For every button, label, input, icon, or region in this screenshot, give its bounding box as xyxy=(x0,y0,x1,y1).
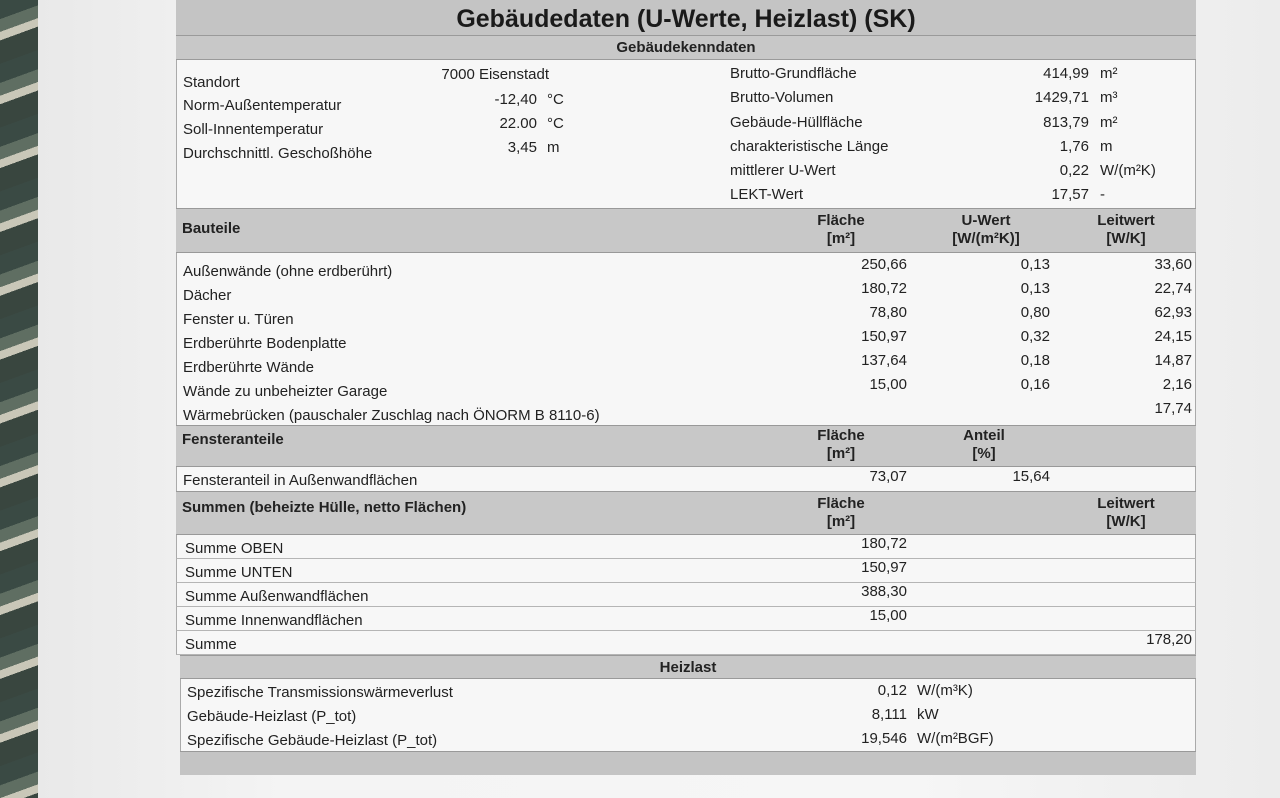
building-data-table xyxy=(176,0,1196,776)
row-leitwert: 14,87 xyxy=(1154,352,1192,369)
col-uwert: U-Wert [W/(m²K)] xyxy=(952,212,1020,247)
info-value: 813,79 xyxy=(1043,114,1089,131)
row-flaeche: 250,66 xyxy=(861,256,907,273)
row-flaeche: 150,97 xyxy=(861,328,907,345)
row-name: Wärmebrücken (pauschaler Zuschlag nach ÖNORM B 8110-6) xyxy=(183,407,600,424)
row-leitwert: 178,20 xyxy=(1146,631,1192,648)
row-name: Summe Außenwandflächen xyxy=(185,588,369,605)
row-anteil: 15,64 xyxy=(1012,468,1050,485)
row-name: Erdberührte Bodenplatte xyxy=(183,335,347,352)
row-name: Summe UNTEN xyxy=(185,564,293,581)
info-value: 1,76 xyxy=(1059,138,1089,155)
row-value: 8,111 xyxy=(871,706,907,723)
page-title: Gebäudedaten (U-Werte, Heizlast) (SK) xyxy=(176,0,1196,36)
row-leitwert: 33,60 xyxy=(1154,256,1192,273)
info-label: Brutto-Grundfläche xyxy=(730,65,857,82)
row-name: Fensteranteil in Außenwandflächen xyxy=(183,472,418,489)
table-row xyxy=(181,705,1195,729)
row-name: Summe Innenwandflächen xyxy=(185,612,363,629)
row-uwert: 0,18 xyxy=(1020,352,1050,369)
row-uwert: 0,16 xyxy=(1020,376,1050,393)
col-leitwert: Leitwert [W/K] xyxy=(1097,212,1155,247)
table-row xyxy=(176,607,1196,631)
info-unit: m xyxy=(547,139,560,156)
row-unit: W/(m²BGF) xyxy=(917,730,994,747)
row-flaeche: 78,80 xyxy=(869,304,907,321)
info-unit: m³ xyxy=(1100,89,1118,106)
summen-heading: Summen (beheizte Hülle, netto Flächen) xyxy=(182,499,467,516)
row-name: Spezifische Gebäude-Heizlast (P_tot) xyxy=(187,732,438,749)
row-flaeche: 15,00 xyxy=(869,607,907,624)
row-uwert: 0,32 xyxy=(1020,328,1050,345)
row-leitwert: 17,74 xyxy=(1154,400,1192,417)
info-value: 1429,71 xyxy=(1034,89,1089,106)
col-flaeche: Fläche [m²] xyxy=(817,427,865,462)
heizlast-heading: Heizlast xyxy=(180,655,1196,679)
kenndaten-block xyxy=(176,60,1196,208)
fensteranteile-heading: Fensteranteile xyxy=(182,431,284,448)
row-flaeche: 15,00 xyxy=(869,376,907,393)
row-value: 0,12 xyxy=(877,682,907,699)
info-unit: °C xyxy=(547,91,564,108)
row-name: Summe OBEN xyxy=(185,540,284,557)
row-name: Gebäude-Heizlast (P_tot) xyxy=(187,708,357,725)
row-leitwert: 22,74 xyxy=(1154,280,1192,297)
row-flaeche: 137,64 xyxy=(861,352,907,369)
row-flaeche: 180,72 xyxy=(861,280,907,297)
info-unit: m xyxy=(1100,138,1113,155)
table-row xyxy=(181,681,1195,705)
info-label: LEKT-Wert xyxy=(730,186,804,203)
row-uwert: 0,13 xyxy=(1020,256,1050,273)
row-flaeche: 388,30 xyxy=(861,583,907,600)
table-row xyxy=(176,631,1196,655)
table-row xyxy=(176,467,1196,491)
table-footer xyxy=(180,751,1196,775)
row-name: Summe xyxy=(185,636,237,653)
info-unit: m² xyxy=(1100,65,1118,82)
row-name: Wände zu unbeheizter Garage xyxy=(183,383,388,400)
info-label: charakteristische Länge xyxy=(730,138,889,155)
table-row xyxy=(176,583,1196,607)
info-unit: °C xyxy=(547,115,564,132)
row-name: Erdberührte Wände xyxy=(183,359,314,376)
row-leitwert: 24,15 xyxy=(1154,328,1192,345)
row-name: Fenster u. Türen xyxy=(183,311,294,328)
bauteile-heading: Bauteile xyxy=(182,220,241,237)
row-name: Außenwände (ohne erdberührt) xyxy=(183,263,393,280)
table-row xyxy=(181,729,1195,753)
info-unit: m² xyxy=(1100,114,1118,131)
col-anteil: Anteil [%] xyxy=(963,427,1005,462)
info-value: 3,45 xyxy=(507,139,537,156)
row-uwert: 0,13 xyxy=(1020,280,1050,297)
row-leitwert: 62,93 xyxy=(1154,304,1192,321)
info-label: Gebäude-Hüllfläche xyxy=(730,114,863,131)
info-value: 22.00 xyxy=(499,115,537,132)
info-label: Durchschnittl. Geschoßhöhe xyxy=(183,145,373,162)
info-label: Norm-Außentemperatur xyxy=(183,97,342,114)
row-flaeche: 73,07 xyxy=(869,468,907,485)
row-name: Dächer xyxy=(183,287,232,304)
info-unit: W/(m²K) xyxy=(1100,162,1156,179)
row-unit: kW xyxy=(917,706,939,723)
table-row xyxy=(177,401,1195,425)
info-label: Standort xyxy=(183,74,240,91)
info-value: 414,99 xyxy=(1043,65,1089,82)
row-uwert: 0,80 xyxy=(1020,304,1050,321)
row-name: Spezifische Transmissionswärmeverlust xyxy=(187,684,453,701)
info-unit: - xyxy=(1100,186,1105,203)
fensteranteile-header xyxy=(176,425,1196,467)
info-label: mittlerer U-Wert xyxy=(730,162,836,179)
row-leitwert: 2,16 xyxy=(1162,376,1192,393)
row-value: 19,546 xyxy=(861,730,907,747)
info-label: Brutto-Volumen xyxy=(730,89,834,106)
bauteile-rows xyxy=(176,253,1196,425)
table-row xyxy=(176,535,1196,559)
info-label: Soll-Innentemperatur xyxy=(183,121,324,138)
col-leitwert: Leitwert [W/K] xyxy=(1097,495,1155,530)
table-row xyxy=(177,377,1195,401)
col-flaeche: Fläche [m²] xyxy=(817,212,865,247)
info-value: 17,57 xyxy=(1051,186,1089,203)
bauteile-header xyxy=(176,208,1196,253)
row-flaeche: 150,97 xyxy=(861,559,907,576)
summen-header xyxy=(176,491,1196,535)
heizlast-rows xyxy=(180,679,1196,751)
kenndaten-heading: Gebäudekenndaten xyxy=(176,36,1196,60)
info-value: 0,22 xyxy=(1059,162,1089,179)
info-value: -12,40 xyxy=(494,91,537,108)
table-row xyxy=(176,559,1196,583)
row-unit: W/(m³K) xyxy=(917,682,973,699)
col-flaeche: Fläche [m²] xyxy=(817,495,865,530)
row-flaeche: 180,72 xyxy=(861,535,907,552)
info-value: 7000 Eisenstadt xyxy=(441,66,549,83)
